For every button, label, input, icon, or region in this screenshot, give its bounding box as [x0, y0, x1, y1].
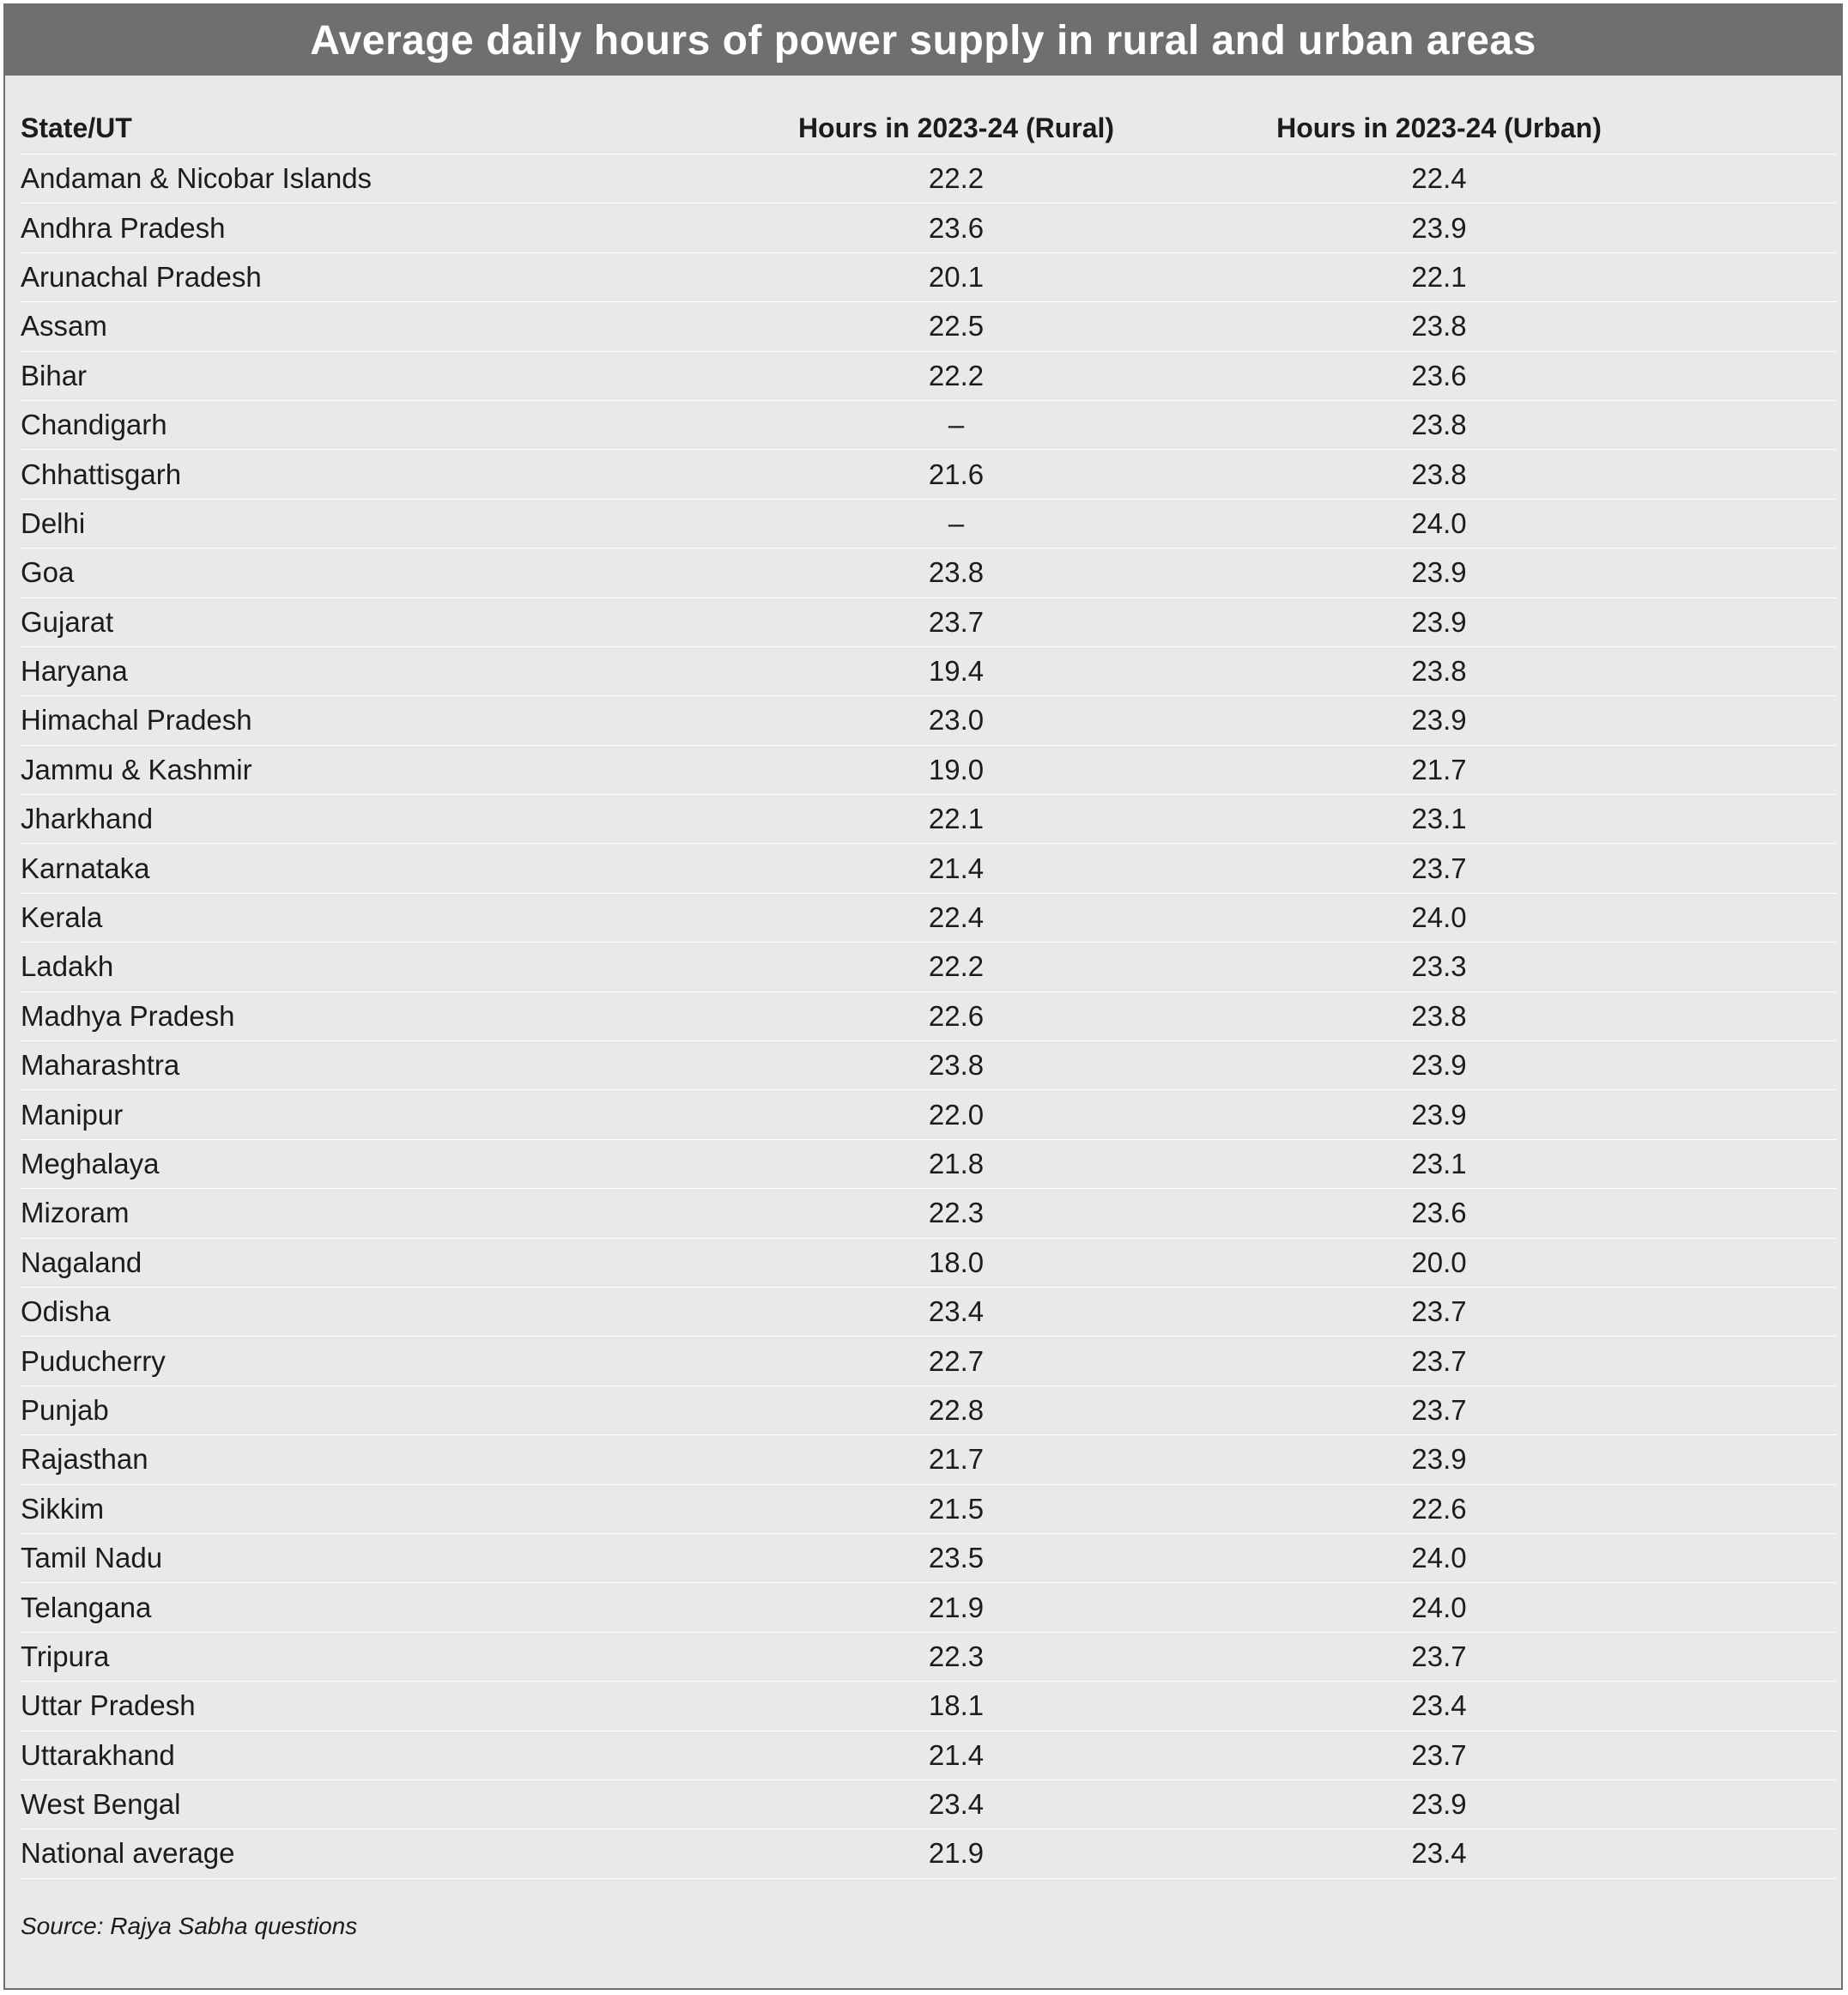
cell-rural-hours: 21.5	[928, 1492, 985, 1525]
cell-urban-hours: 23.9	[1411, 704, 1467, 737]
cell-rural-hours: 22.5	[928, 310, 985, 343]
table-frame	[3, 3, 1843, 1990]
cell-urban-hours: 23.9	[1411, 556, 1467, 589]
cell-rural-hours: 23.4	[928, 1788, 985, 1821]
data-table	[21, 103, 1836, 1879]
column-header-urban: Hours in 2023-24 (Urban)	[1276, 112, 1602, 143]
cell-urban-hours: 23.8	[1411, 458, 1467, 490]
cell-urban-hours: 23.8	[1411, 310, 1467, 343]
cell-rural-hours: 20.1	[928, 260, 985, 293]
cell-rural-hours: 21.6	[928, 458, 985, 490]
cell-urban-hours: 23.9	[1411, 1098, 1467, 1131]
table-row	[21, 1829, 1836, 1878]
cell-state: Jharkhand	[21, 803, 154, 835]
cell-state: Kerala	[21, 901, 103, 934]
cell-rural-hours: 22.2	[928, 162, 985, 195]
cell-urban-hours: 23.4	[1411, 1689, 1467, 1722]
table-row	[21, 1485, 1836, 1534]
cell-urban-hours: 23.9	[1411, 1788, 1467, 1821]
cell-urban-hours: 23.4	[1411, 1837, 1467, 1870]
cell-state: Ladakh	[21, 950, 114, 983]
table-row	[21, 1780, 1836, 1829]
table-row	[21, 1386, 1836, 1435]
cell-urban-hours: 23.3	[1411, 950, 1467, 983]
cell-state: Madhya Pradesh	[21, 999, 235, 1032]
table-row	[21, 894, 1836, 943]
cell-urban-hours: 23.6	[1411, 359, 1467, 391]
table-row	[21, 155, 1836, 203]
cell-rural-hours: 22.7	[928, 1344, 985, 1377]
table-body	[21, 155, 1836, 1879]
cell-state: Gujarat	[21, 605, 114, 638]
cell-rural-hours: 21.4	[928, 852, 985, 884]
cell-rural-hours: 22.1	[928, 803, 985, 835]
cell-urban-hours: 23.7	[1411, 1738, 1467, 1771]
table-row	[21, 401, 1836, 450]
table-row	[21, 352, 1836, 401]
table-row	[21, 1090, 1836, 1139]
table-row	[21, 1140, 1836, 1189]
table-row	[21, 647, 1836, 696]
cell-rural-hours: 18.1	[928, 1689, 985, 1722]
cell-state: Chandigarh	[21, 409, 167, 441]
cell-state: West Bengal	[21, 1788, 181, 1821]
table-row	[21, 1239, 1836, 1288]
cell-urban-hours: 23.8	[1411, 409, 1467, 441]
cell-state: Tripura	[21, 1640, 110, 1672]
cell-rural-hours: 23.5	[928, 1542, 985, 1574]
cell-rural-hours: 22.3	[928, 1197, 985, 1229]
table-row	[21, 696, 1836, 745]
table-row	[21, 1337, 1836, 1386]
table-row	[21, 253, 1836, 302]
cell-state: Maharashtra	[21, 1049, 180, 1082]
cell-rural-hours: 23.6	[928, 211, 985, 244]
table-row	[21, 992, 1836, 1041]
cell-state: Haryana	[21, 655, 128, 688]
cell-state: Uttar Pradesh	[21, 1689, 196, 1722]
cell-rural-hours: 22.4	[928, 901, 985, 934]
cell-urban-hours: 24.0	[1411, 901, 1467, 934]
cell-state: Karnataka	[21, 852, 150, 884]
cell-urban-hours: 23.9	[1411, 1049, 1467, 1082]
cell-urban-hours: 23.9	[1411, 1443, 1467, 1476]
column-header-state: State/UT	[21, 112, 132, 143]
cell-rural-hours: 18.0	[928, 1246, 985, 1278]
cell-urban-hours: 23.8	[1411, 655, 1467, 688]
cell-rural-hours: 22.2	[928, 359, 985, 391]
cell-state: Chhattisgarh	[21, 458, 182, 490]
table-row	[21, 450, 1836, 499]
cell-urban-hours: 23.6	[1411, 1197, 1467, 1229]
cell-state: Jammu & Kashmir	[21, 753, 252, 785]
cell-state: Goa	[21, 556, 75, 589]
cell-rural-hours: 22.8	[928, 1393, 985, 1426]
table-row	[21, 203, 1836, 252]
cell-urban-hours: 23.7	[1411, 1393, 1467, 1426]
cell-state: Tamil Nadu	[21, 1542, 163, 1574]
cell-urban-hours: 23.7	[1411, 1344, 1467, 1377]
cell-urban-hours: 22.6	[1411, 1492, 1467, 1525]
table-row	[21, 746, 1836, 795]
cell-state: Telangana	[21, 1591, 152, 1623]
table-row	[21, 598, 1836, 647]
cell-urban-hours: 23.1	[1411, 1148, 1467, 1179]
cell-state: Punjab	[21, 1393, 109, 1426]
cell-state: Arunachal Pradesh	[21, 260, 262, 293]
cell-state: Himachal Pradesh	[21, 704, 252, 737]
cell-urban-hours: 23.9	[1411, 605, 1467, 638]
cell-rural-hours: 22.3	[928, 1640, 985, 1672]
cell-state: Sikkim	[21, 1492, 105, 1525]
cell-state: Mizoram	[21, 1197, 130, 1229]
table-row	[21, 1633, 1836, 1682]
cell-urban-hours: 22.4	[1411, 162, 1467, 195]
table-row	[21, 1189, 1836, 1238]
cell-urban-hours: 23.8	[1411, 999, 1467, 1032]
cell-rural-hours: 19.0	[928, 753, 985, 785]
cell-urban-hours: 23.9	[1411, 211, 1467, 244]
table-row	[21, 1435, 1836, 1484]
table-row	[21, 1583, 1836, 1632]
cell-state: Odisha	[21, 1295, 111, 1328]
cell-rural-hours: 23.4	[928, 1295, 985, 1328]
table-row	[21, 500, 1836, 549]
table-row	[21, 1041, 1836, 1090]
cell-state: Manipur	[21, 1098, 124, 1131]
cell-state: Andaman & Nicobar Islands	[21, 162, 373, 195]
cell-rural-hours: 23.8	[928, 556, 985, 589]
cell-rural-hours: 22.6	[928, 999, 985, 1032]
table-row	[21, 549, 1836, 597]
cell-state: Uttarakhand	[21, 1738, 175, 1771]
cell-state: National average	[21, 1837, 235, 1870]
cell-rural-hours: 22.0	[928, 1098, 985, 1131]
table-row	[21, 302, 1836, 351]
table-row	[21, 1682, 1836, 1731]
table-row	[21, 943, 1836, 991]
cell-state: Andhra Pradesh	[21, 211, 226, 244]
table-row	[21, 1731, 1836, 1780]
cell-rural-hours: 21.4	[928, 1738, 985, 1771]
cell-rural-hours: –	[948, 409, 965, 441]
cell-urban-hours: 23.7	[1411, 1640, 1467, 1672]
cell-rural-hours: 19.4	[928, 655, 985, 688]
cell-state: Assam	[21, 310, 107, 343]
cell-urban-hours: 24.0	[1411, 506, 1467, 539]
cell-state: Nagaland	[21, 1246, 142, 1278]
cell-state: Meghalaya	[21, 1148, 160, 1179]
cell-rural-hours: 21.8	[928, 1148, 985, 1179]
cell-urban-hours: 24.0	[1411, 1591, 1467, 1623]
cell-state: Rajasthan	[21, 1443, 148, 1476]
table-row	[21, 795, 1836, 844]
column-header-rural: Hours in 2023-24 (Rural)	[797, 112, 1115, 143]
table-row	[21, 1288, 1836, 1337]
cell-urban-hours: 21.7	[1411, 753, 1467, 785]
cell-rural-hours: –	[948, 506, 965, 539]
cell-urban-hours: 22.1	[1411, 260, 1467, 293]
table-header-row	[21, 103, 1836, 155]
cell-urban-hours: 20.0	[1411, 1246, 1467, 1278]
cell-urban-hours: 23.7	[1411, 1295, 1467, 1328]
cell-urban-hours: 23.7	[1411, 852, 1467, 884]
source-note: Source: Rajya Sabha questions	[21, 1913, 358, 1939]
cell-state: Bihar	[21, 359, 88, 391]
cell-rural-hours: 23.0	[928, 704, 985, 737]
cell-rural-hours: 21.7	[928, 1443, 985, 1476]
cell-rural-hours: 23.8	[928, 1049, 985, 1082]
table-row	[21, 844, 1836, 893]
table-title: Average daily hours of power supply in rural and urban areas	[5, 5, 1841, 76]
cell-urban-hours: 23.1	[1411, 803, 1467, 835]
cell-state: Delhi	[21, 506, 86, 539]
cell-rural-hours: 23.7	[928, 605, 985, 638]
cell-state: Puducherry	[21, 1344, 166, 1377]
table-row	[21, 1534, 1836, 1583]
cell-rural-hours: 21.9	[928, 1837, 985, 1870]
cell-rural-hours: 22.2	[928, 950, 985, 983]
cell-urban-hours: 24.0	[1411, 1542, 1467, 1574]
cell-rural-hours: 21.9	[928, 1591, 985, 1623]
